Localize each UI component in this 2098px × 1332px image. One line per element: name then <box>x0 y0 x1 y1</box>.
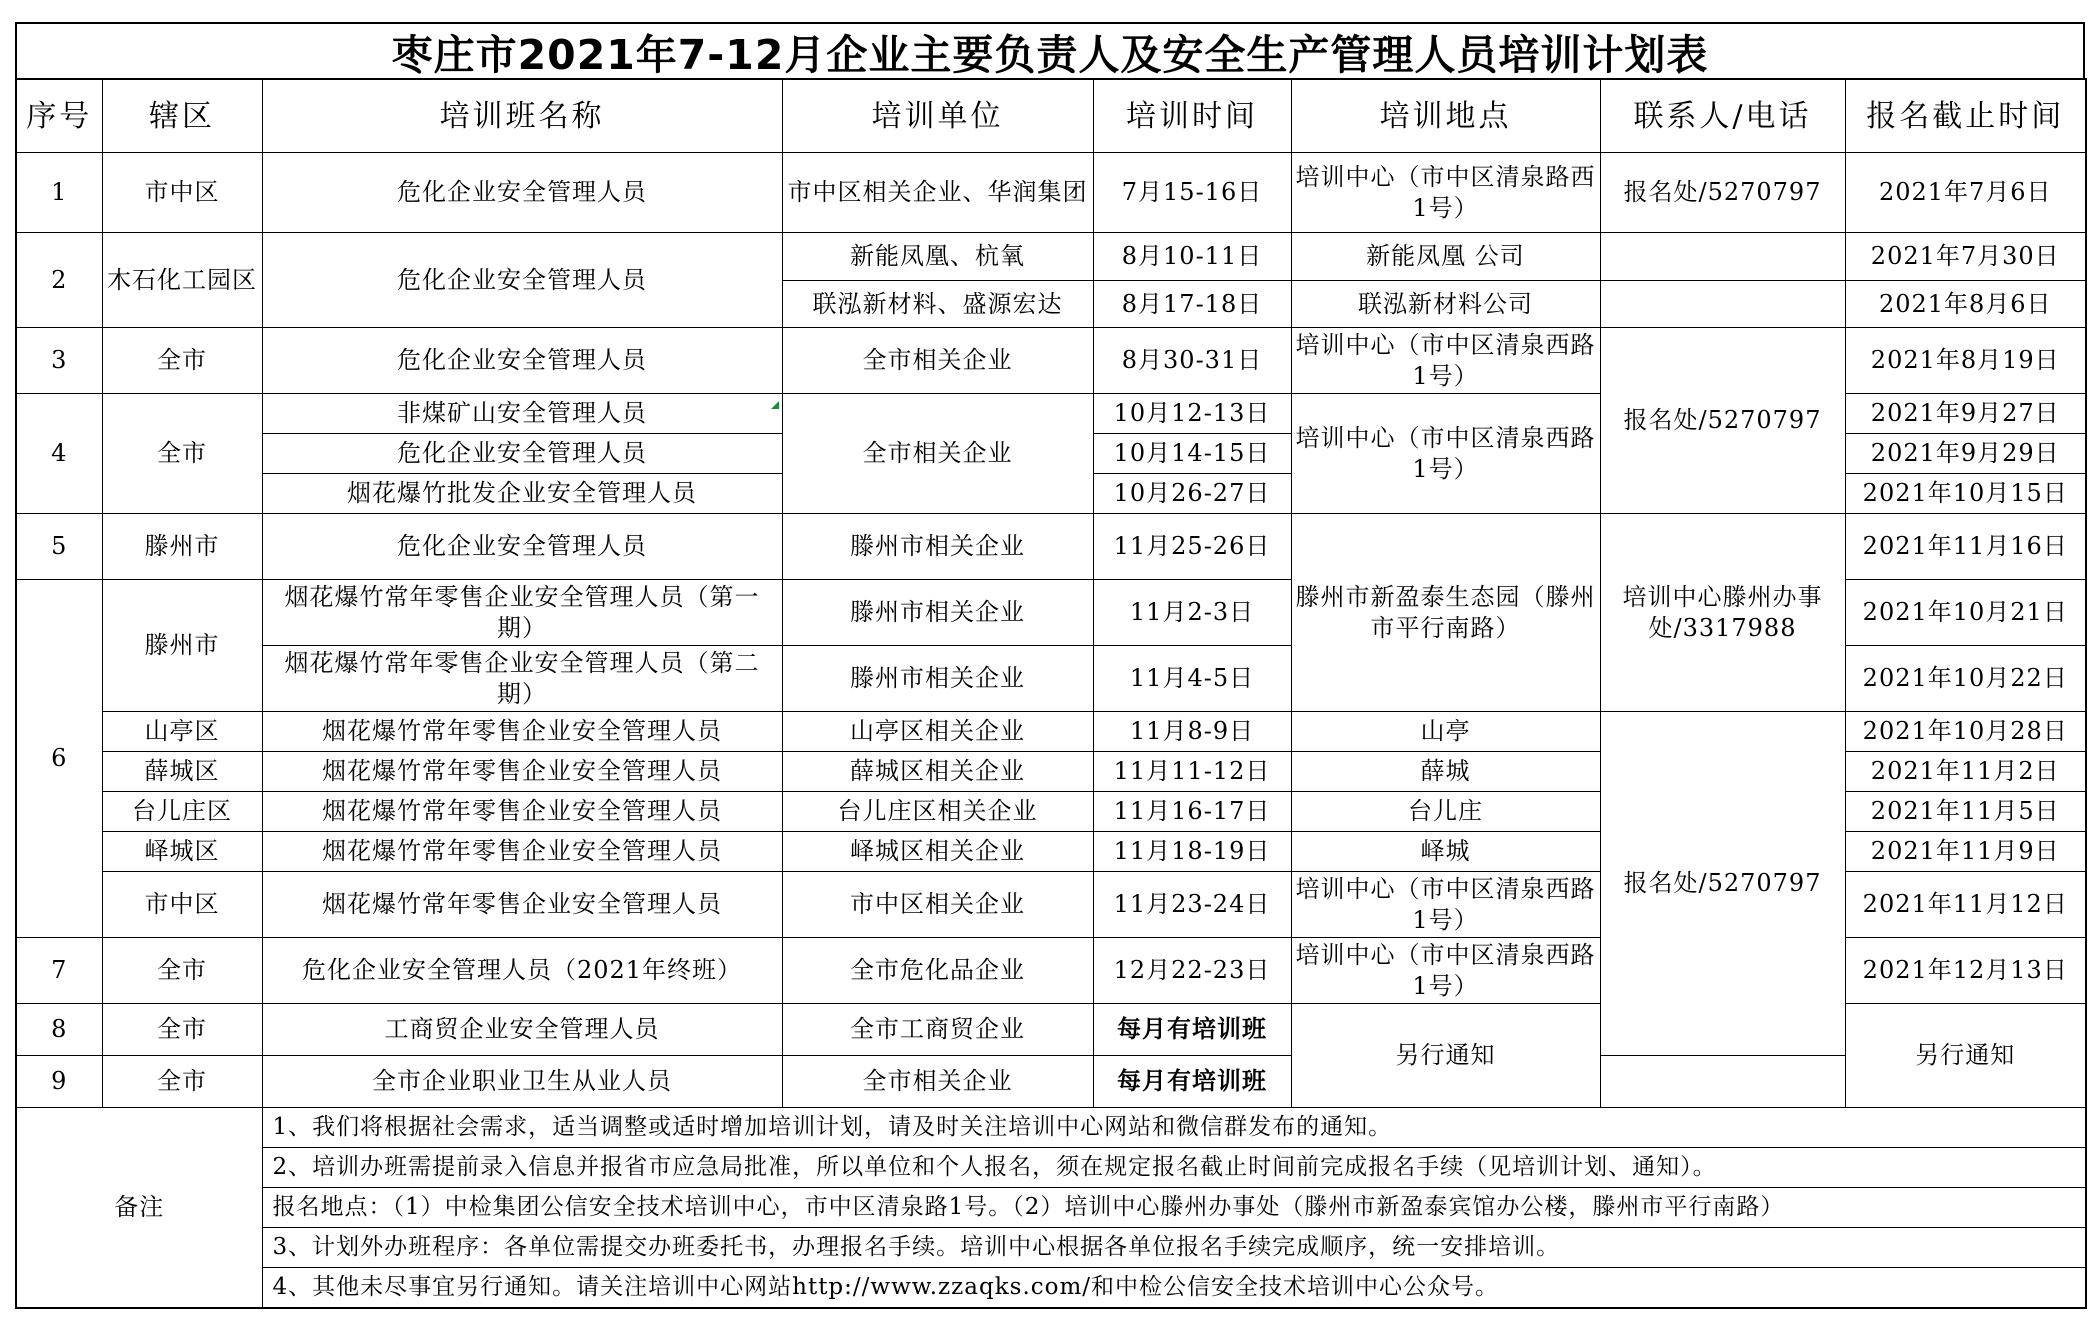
cell-unit: 滕州市相关企业 <box>782 580 1093 646</box>
cell-course: 工商贸企业安全管理人员 <box>262 1004 782 1056</box>
table-row <box>16 514 2086 580</box>
header-district: 辖区 <box>102 79 262 153</box>
cell-time: 11月18-19日 <box>1093 832 1291 872</box>
notes-row <box>16 1188 2086 1228</box>
cell-contact: 培训中心滕州办事处/3317988 <box>1600 514 1845 712</box>
cell-no: 3 <box>16 328 102 394</box>
cell-course: 烟花爆竹常年零售企业安全管理人员 <box>262 872 782 938</box>
cell-district: 全市 <box>102 938 262 1004</box>
table-row <box>16 1056 2086 1108</box>
cell-deadline: 另行通知 <box>1845 1004 2086 1108</box>
cell-location: 滕州市新盈泰生态园（滕州市平行南路） <box>1291 514 1600 712</box>
cell-time: 11月4-5日 <box>1093 646 1291 712</box>
cell-unit: 全市危化品企业 <box>782 938 1093 1004</box>
cell-time: 每月有培训班 <box>1093 1056 1291 1108</box>
cell-time: 11月11-12日 <box>1093 752 1291 792</box>
notes-row <box>16 1148 2086 1188</box>
cell-unit: 全市相关企业 <box>782 328 1093 394</box>
cell-time: 8月10-11日 <box>1093 233 1291 281</box>
cell-unit: 台儿庄区相关企业 <box>782 792 1093 832</box>
cell-deadline: 2021年10月21日 <box>1845 580 2086 646</box>
cell-contact: 报名处/5270797 <box>1600 712 1845 1056</box>
cell-unit: 滕州市相关企业 <box>782 646 1093 712</box>
cell-course: 烟花爆竹常年零售企业安全管理人员（第二期） <box>262 646 782 712</box>
table-row <box>16 328 2086 394</box>
cell-deadline: 2021年11月9日 <box>1845 832 2086 872</box>
cell-deadline: 2021年11月5日 <box>1845 792 2086 832</box>
cell-time: 8月17-18日 <box>1093 281 1291 328</box>
cell-district: 台儿庄区 <box>102 792 262 832</box>
cell-time: 11月2-3日 <box>1093 580 1291 646</box>
header-contact: 联系人/电话 <box>1600 79 1845 153</box>
cell-unit: 山亭区相关企业 <box>782 712 1093 752</box>
header-unit: 培训单位 <box>782 79 1093 153</box>
cell-course: 烟花爆竹常年零售企业安全管理人员 <box>262 712 782 752</box>
training-plan-sheet <box>15 22 2087 1309</box>
notes-label: 备注 <box>16 1108 262 1308</box>
sheet-title: 枣庄市2021年7-12月企业主要负责人及安全生产管理人员培训计划表 <box>15 22 2085 78</box>
cell-district: 薛城区 <box>102 752 262 792</box>
cell-location: 另行通知 <box>1291 1004 1600 1108</box>
notes-row <box>16 1268 2086 1308</box>
cell-no: 6 <box>16 580 102 938</box>
header-deadline: 报名截止时间 <box>1845 79 2086 153</box>
cell-location: 山亭 <box>1291 712 1600 752</box>
cell-unit: 滕州市相关企业 <box>782 514 1093 580</box>
cell-time: 8月30-31日 <box>1093 328 1291 394</box>
cell-district: 滕州市 <box>102 580 262 712</box>
cell-course: 危化企业安全管理人员 <box>262 434 782 474</box>
notes-row <box>16 1108 2086 1148</box>
header-location: 培训地点 <box>1291 79 1600 153</box>
header-row <box>16 79 2086 153</box>
cell-location: 培训中心（市中区清泉路西1号） <box>1291 153 1600 233</box>
header-no: 序号 <box>16 79 102 153</box>
cell-course: 全市企业职业卫生从业人员 <box>262 1056 782 1108</box>
cell-course: 危化企业安全管理人员 <box>262 328 782 394</box>
cell-unit: 峄城区相关企业 <box>782 832 1093 872</box>
cell-district: 全市 <box>102 394 262 514</box>
cell-deadline: 2021年11月2日 <box>1845 752 2086 792</box>
cell-unit: 新能凤凰、杭氧 <box>782 233 1093 281</box>
cell-no: 5 <box>16 514 102 580</box>
cell-location: 台儿庄 <box>1291 792 1600 832</box>
cell-deadline: 2021年7月30日 <box>1845 233 2086 281</box>
training-plan-table <box>15 78 2087 1309</box>
cell-location: 培训中心（市中区清泉西路1号） <box>1291 328 1600 394</box>
cell-course: 危化企业安全管理人员 <box>262 153 782 233</box>
table-row <box>16 153 2086 233</box>
cell-deadline: 2021年12月13日 <box>1845 938 2086 1004</box>
cell-district: 市中区 <box>102 153 262 233</box>
cell-district: 全市 <box>102 1004 262 1056</box>
cell-course: 烟花爆竹常年零售企业安全管理人员 <box>262 792 782 832</box>
cell-time: 12月22-23日 <box>1093 938 1291 1004</box>
cell-course: 危化企业安全管理人员 <box>262 233 782 328</box>
cell-unit: 联泓新材料、盛源宏达 <box>782 281 1093 328</box>
cell-contact <box>1600 233 1845 281</box>
cell-time: 10月14-15日 <box>1093 434 1291 474</box>
note-item: 1、我们将根据社会需求，适当调整或适时增加培训计划，请及时关注培训中心网站和微信群发布的通知。 <box>262 1108 2086 1148</box>
cell-district: 山亭区 <box>102 712 262 752</box>
cell-unit: 全市相关企业 <box>782 1056 1093 1108</box>
cell-location: 培训中心（市中区清泉西路1号） <box>1291 872 1600 938</box>
cell-deadline: 2021年11月12日 <box>1845 872 2086 938</box>
cell-location: 联泓新材料公司 <box>1291 281 1600 328</box>
cell-course: 烟花爆竹常年零售企业安全管理人员（第一期） <box>262 580 782 646</box>
cell-course: 非煤矿山安全管理人员 <box>262 394 782 434</box>
table-row <box>16 712 2086 752</box>
cell-time: 10月26-27日 <box>1093 474 1291 514</box>
cell-time: 10月12-13日 <box>1093 394 1291 434</box>
cell-time: 7月15-16日 <box>1093 153 1291 233</box>
cell-location: 薛城 <box>1291 752 1600 792</box>
cell-comment-marker <box>771 401 779 409</box>
cell-unit: 市中区相关企业、华润集团 <box>782 153 1093 233</box>
cell-deadline: 2021年8月19日 <box>1845 328 2086 394</box>
cell-time: 11月16-17日 <box>1093 792 1291 832</box>
cell-district: 木石化工园区 <box>102 233 262 328</box>
cell-contact: 报名处/5270797 <box>1600 153 1845 233</box>
cell-district: 全市 <box>102 1056 262 1108</box>
cell-unit: 薛城区相关企业 <box>782 752 1093 792</box>
cell-no: 7 <box>16 938 102 1004</box>
cell-time: 每月有培训班 <box>1093 1004 1291 1056</box>
cell-course: 危化企业安全管理人员（2021年终班） <box>262 938 782 1004</box>
cell-district: 市中区 <box>102 872 262 938</box>
cell-contact <box>1600 281 1845 328</box>
table-row <box>16 233 2086 281</box>
header-course: 培训班名称 <box>262 79 782 153</box>
cell-unit: 市中区相关企业 <box>782 872 1093 938</box>
cell-deadline: 2021年10月28日 <box>1845 712 2086 752</box>
cell-deadline: 2021年7月6日 <box>1845 153 2086 233</box>
cell-time: 11月23-24日 <box>1093 872 1291 938</box>
header-time: 培训时间 <box>1093 79 1291 153</box>
cell-no: 1 <box>16 153 102 233</box>
cell-deadline: 2021年9月29日 <box>1845 434 2086 474</box>
cell-deadline: 2021年11月16日 <box>1845 514 2086 580</box>
cell-deadline: 2021年10月22日 <box>1845 646 2086 712</box>
cell-contact: 报名处/5270797 <box>1600 328 1845 514</box>
note-item: 4、其他未尽事宜另行通知。请关注培训中心网站http://www.zzaqks.com/和中检公信安全技术培训中心公众号。 <box>262 1268 2086 1308</box>
cell-no: 2 <box>16 233 102 328</box>
cell-unit: 全市相关企业 <box>782 394 1093 514</box>
notes-row <box>16 1228 2086 1268</box>
cell-time: 11月25-26日 <box>1093 514 1291 580</box>
cell-time: 11月8-9日 <box>1093 712 1291 752</box>
cell-course: 烟花爆竹常年零售企业安全管理人员 <box>262 752 782 792</box>
cell-location: 新能凤凰 公司 <box>1291 233 1600 281</box>
cell-no: 8 <box>16 1004 102 1056</box>
cell-no: 9 <box>16 1056 102 1108</box>
cell-location: 峄城 <box>1291 832 1600 872</box>
cell-deadline: 2021年9月27日 <box>1845 394 2086 434</box>
cell-course: 危化企业安全管理人员 <box>262 514 782 580</box>
note-item: 2、培训办班需提前录入信息并报省市应急局批准，所以单位和个人报名，须在规定报名截止时间前完成报名手续（见培训计划、通知）。 <box>262 1148 2086 1188</box>
cell-district: 全市 <box>102 328 262 394</box>
cell-district: 峄城区 <box>102 832 262 872</box>
cell-deadline: 2021年8月6日 <box>1845 281 2086 328</box>
cell-location: 培训中心（市中区清泉西路1号） <box>1291 394 1600 514</box>
cell-district: 滕州市 <box>102 514 262 580</box>
cell-location: 培训中心（市中区清泉西路1号） <box>1291 938 1600 1004</box>
note-item: 报名地点：（1）中检集团公信安全技术培训中心，市中区清泉路1号。（2）培训中心滕州办事处（滕州市新盈泰宾馆办公楼，滕州市平行南路） <box>262 1188 2086 1228</box>
cell-course: 烟花爆竹批发企业安全管理人员 <box>262 474 782 514</box>
cell-unit: 全市工商贸企业 <box>782 1004 1093 1056</box>
note-item: 3、计划外办班程序：各单位需提交办班委托书，办理报名手续。培训中心根据各单位报名手续完成顺序，统一安排培训。 <box>262 1228 2086 1268</box>
cell-no: 4 <box>16 394 102 514</box>
cell-course: 烟花爆竹常年零售企业安全管理人员 <box>262 832 782 872</box>
cell-deadline: 2021年10月15日 <box>1845 474 2086 514</box>
